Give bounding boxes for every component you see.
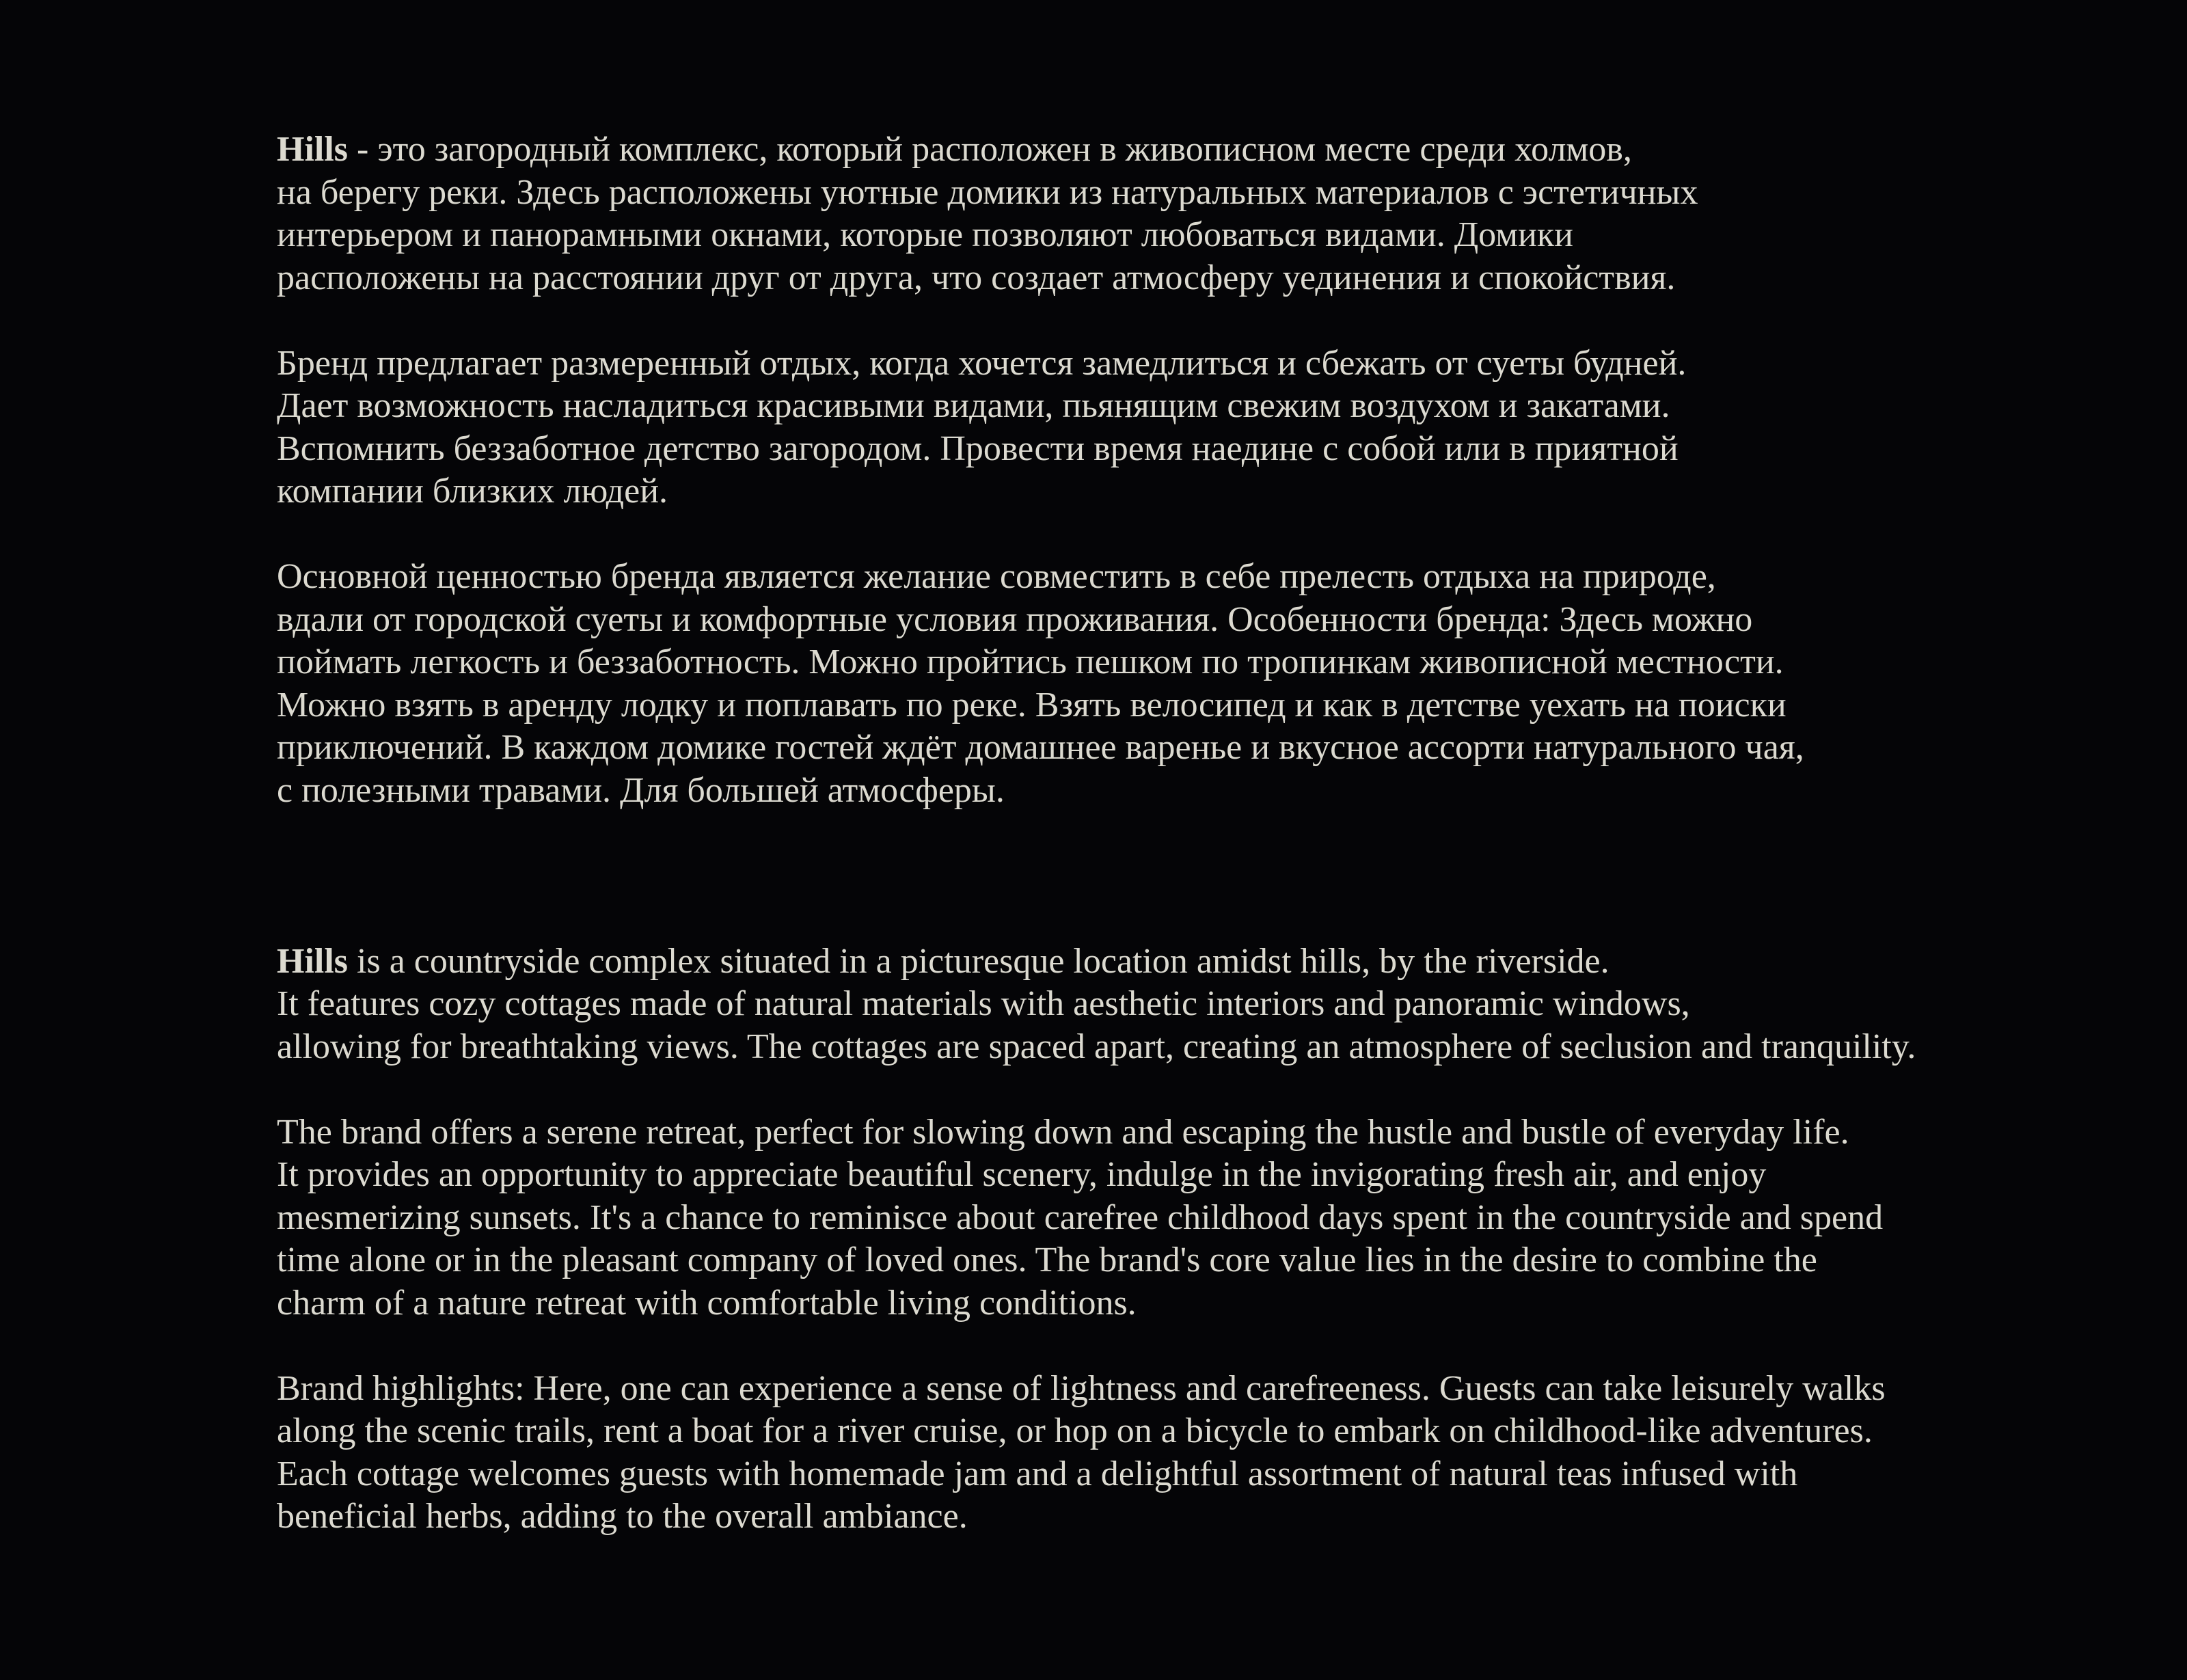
text-line: интерьером и панорамными окнами, которые позволяют любоваться видами. Домики: [277, 215, 1574, 254]
text-line: It provides an opportunity to appreciate beautiful scenery, indulge in the invigorating fresh air, and enjoy: [277, 1155, 1767, 1194]
text-line: поймать легкость и беззаботность. Можно пройтись пешком по тропинкам живописной местности.: [277, 642, 1784, 681]
ru-paragraph-intro: [277, 128, 2122, 299]
text-line: на берегу реки. Здесь расположены уютные домики из натуральных материалов с эстетичных: [277, 172, 1698, 212]
text-line: Можно взять в аренду лодку и поплавать по реке. Взять велосипед и как в детстве уехать на поиски: [277, 685, 1787, 724]
english-section: [277, 940, 2122, 1539]
text-line: с полезными травами. Для большей атмосферы.: [277, 770, 1005, 810]
text-line: allowing for breathtaking views. The cottages are spaced apart, creating an atmosphere of seclusion and tranquility.: [277, 1027, 1916, 1066]
text-line: charm of a nature retreat with comfortable living conditions.: [277, 1283, 1137, 1323]
text-line: расположены на расстоянии друг от друга, что создает атмосферу уединения и спокойствия.: [277, 258, 1676, 297]
en-paragraph-offer: [277, 1111, 2122, 1325]
text-line: Основной ценностью бренда является желание совместить в себе прелесть отдыха на природе,: [277, 557, 1716, 596]
text-line: Hills - это загородный комплекс, который расположен в живописном месте среди холмов,: [277, 130, 1632, 169]
text-line: time alone or in the pleasant company of loved ones. The brand's core value lies in the desire to combine the: [277, 1241, 1817, 1279]
text-line: компании близких людей.: [277, 472, 668, 511]
text-line: along the scenic trails, rent a boat for a river cruise, or hop on a bicycle to embark on childhood-like adventures.: [277, 1411, 1873, 1450]
text-line: The brand offers a serene retreat, perfect for slowing down and escaping the hustle and bustle of everyday life.: [277, 1112, 1849, 1152]
text-line: It features cozy cottages made of natural materials with aesthetic interiors and panoramic windows,: [277, 984, 1690, 1023]
text-line: Вспомнить беззаботное детство загородом. Провести время наедине с собой или в приятной: [277, 429, 1679, 468]
text-line: вдали от городской суеты и комфортные условия проживания. Особенности бренда: Здесь можно: [277, 599, 1753, 639]
text-line: mesmerizing sunsets. It's a chance to reminisce about carefree childhood days spent in the countryside and spend: [277, 1197, 1884, 1237]
ru-paragraph-values: [277, 556, 2122, 812]
ru-paragraph-offer: [277, 342, 2122, 513]
brand-description: [277, 128, 2122, 1539]
brand-name: Hills: [277, 130, 349, 169]
text-line: Each cottage welcomes guests with homemade jam and a delightful assortment of natural teas infused with: [277, 1454, 1798, 1493]
text-line: Бренд предлагает размеренный отдых, когда хочется замедлиться и сбежать от суеты будней.: [277, 343, 1687, 383]
text-line: Дает возможность насладиться красивыми видами, пьянящим свежим воздухом и закатами.: [277, 386, 1670, 425]
text-line: приключений. В каждом домике гостей ждёт домашнее варенье и вкусное ассорти натурального чая,: [277, 728, 1804, 767]
text-line: Brand highlights: Here, one can experience a sense of lightness and carefreeness. Guests can take leisurely walks: [277, 1368, 1886, 1408]
en-paragraph-highlights: [277, 1368, 2122, 1539]
text-line: beneficial herbs, adding to the overall ambiance.: [277, 1497, 968, 1536]
text-line: Hills is a countryside complex situated in a picturesque location amidst hills, by the riverside.: [277, 941, 1609, 981]
brand-name: Hills: [277, 941, 349, 981]
russian-section: [277, 128, 2122, 812]
en-paragraph-intro: [277, 940, 2122, 1069]
